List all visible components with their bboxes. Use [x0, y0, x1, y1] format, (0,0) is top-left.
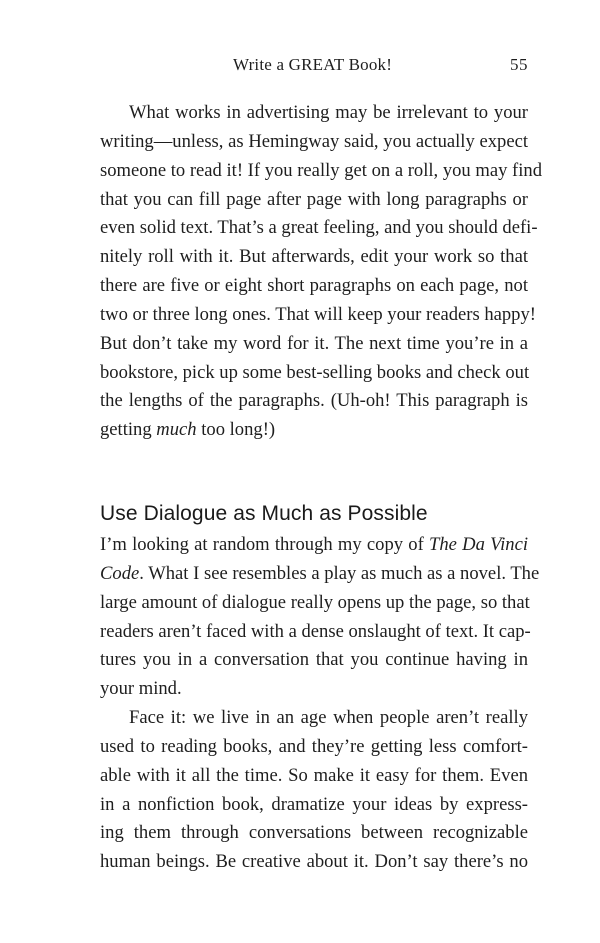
text-line: in a nonfiction book, dramatize your ideas by express-: [100, 793, 528, 815]
book-title-emphasis: Code: [100, 562, 140, 584]
text-line: bookstore, pick up some best-selling books and check out: [100, 361, 530, 383]
page-number: 55: [510, 55, 528, 74]
text-fragment: I’m looking at random through my copy of: [100, 534, 430, 555]
text-line: there are five or eight short paragraphs on each page, not: [100, 275, 528, 297]
text-line: even solid text. That’s a great feeling, and you should defi-: [100, 217, 538, 239]
text-fragment: too long!): [196, 419, 276, 441]
text-line: What works in advertising may be irrelevant to your: [129, 102, 528, 123]
text-line-last: your mind.: [100, 678, 182, 700]
text-line: [100, 560, 540, 589]
running-header: [100, 55, 528, 81]
paragraph-advertising: [100, 99, 542, 445]
text-line: readers aren’t faced with a dense onslaught of text. It cap-: [100, 620, 531, 642]
text-line: writing—unless, as Hemingway said, you actually expect: [100, 130, 528, 152]
text-line-last: [100, 416, 528, 445]
text-line: someone to read it! If you really get on a roll, you may find: [100, 159, 542, 181]
running-header-title: Write a GREAT Book!: [233, 55, 393, 74]
text-line: [100, 531, 528, 560]
text-line: used to reading books, and they’re getting less comfort-: [100, 735, 528, 757]
text-line: nitely roll with it. But afterwards, edit your work so that: [100, 246, 528, 268]
text-fragment: getting: [100, 419, 157, 441]
paragraph-face-it: [100, 704, 528, 877]
text-line: ing them through conversations between recognizable: [100, 822, 528, 844]
text-fragment: . What I see resembles a play as much as a novel. The: [139, 562, 540, 584]
text-line: able with it all the time. So make it easy for them. Even: [100, 764, 528, 786]
emphasized-text: much: [156, 419, 197, 441]
book-title-emphasis: The Da Vinci: [429, 534, 528, 555]
text-line: But don’t take my word for it. The next time you’re in a: [100, 332, 528, 354]
text-line: tures you in a conversation that you continue having in: [100, 649, 528, 671]
text-line: human beings. Be creative about it. Don’t say there’s no: [100, 851, 528, 873]
text-line: Face it: we live in an age when people aren’t really: [129, 707, 528, 728]
text-line: that you can fill page after page with long paragraphs or: [100, 188, 528, 210]
text-line: two or three long ones. That will keep your readers happy!: [100, 303, 536, 325]
text-line: large amount of dialogue really opens up the page, so that: [100, 591, 530, 613]
paragraph-da-vinci: [100, 531, 540, 704]
text-line: the lengths of the paragraphs. (Uh-oh! This paragraph is: [100, 390, 528, 412]
section-heading: Use Dialogue as Much as Possible: [100, 502, 428, 525]
